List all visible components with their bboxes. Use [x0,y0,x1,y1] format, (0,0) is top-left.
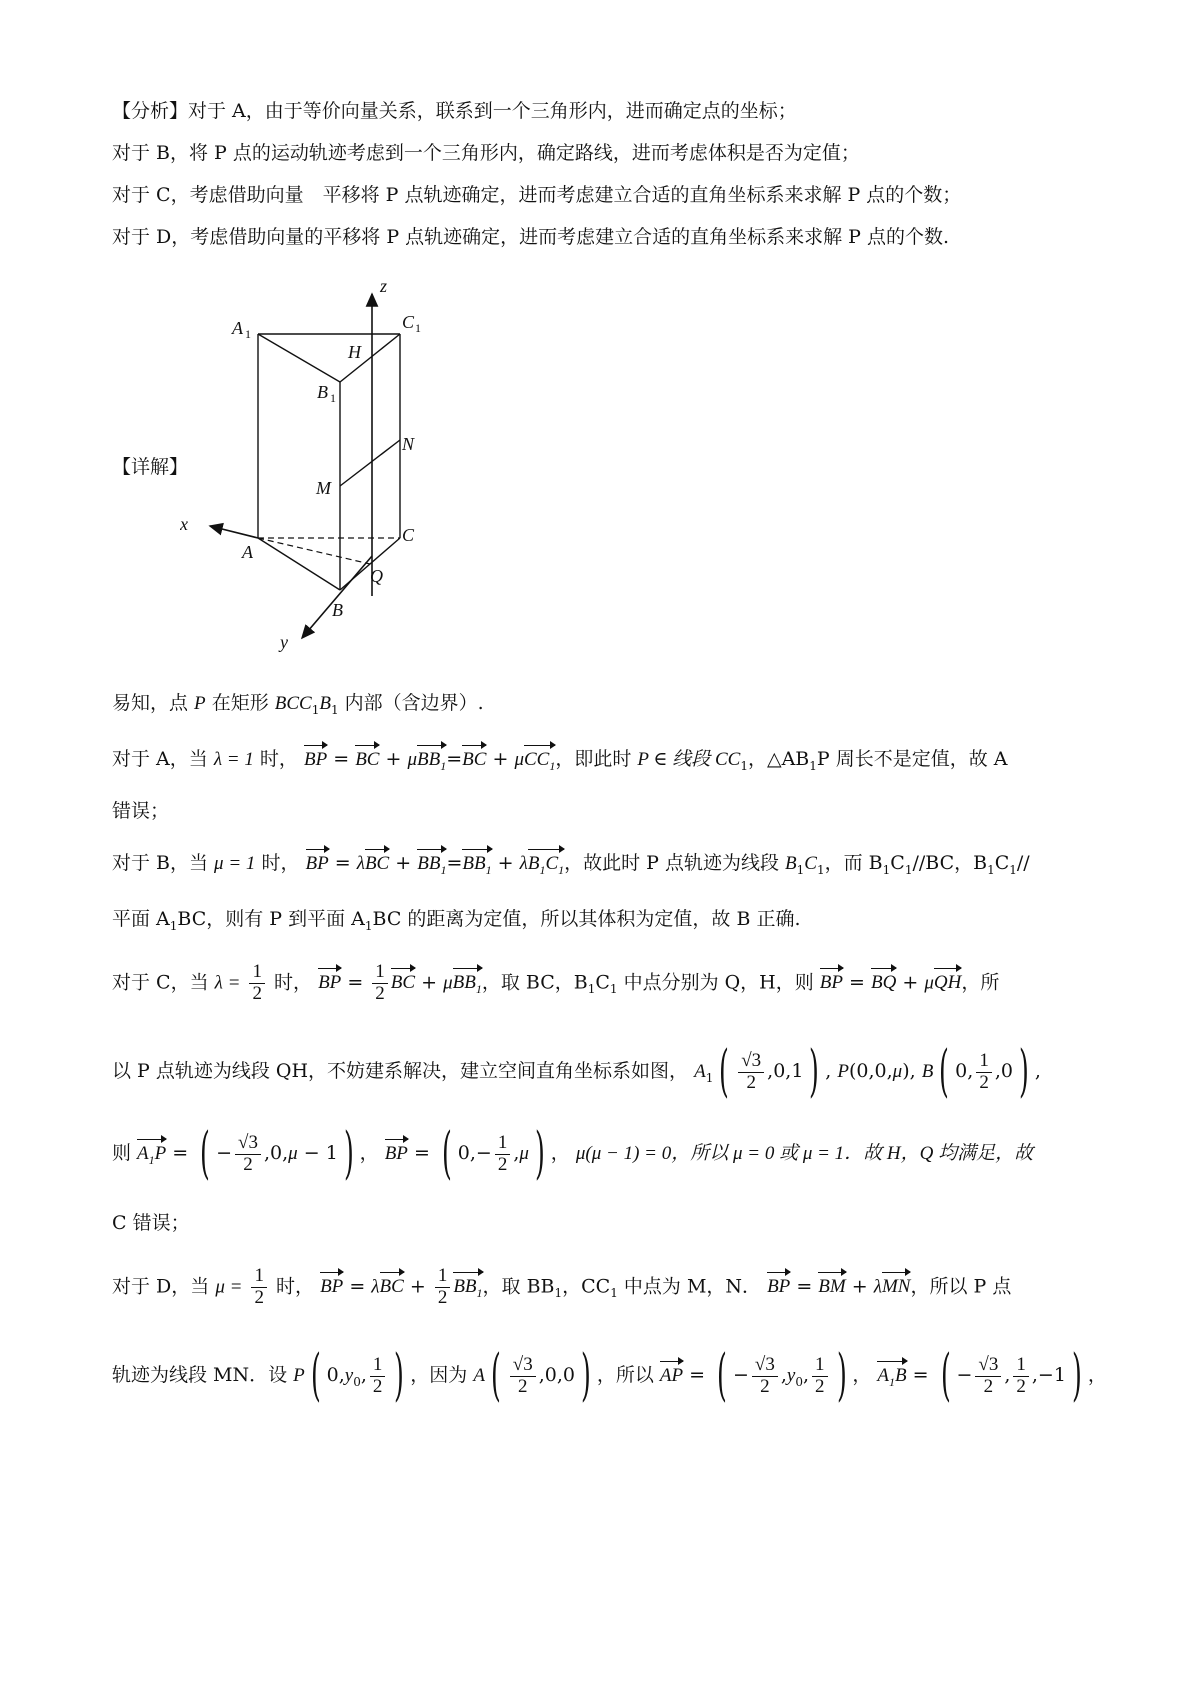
label-B: B [332,600,343,620]
analysis-line-1: 【分析】对于 A，由于等价向量关系，联系到一个三角形内，进而确定点的坐标； [112,100,797,122]
analysis-line-2: 对于 B，将 P 点的运动轨迹考虑到一个三角形内，确定路线，进而考虑体积是否为定值； [112,142,860,164]
label-C: C [402,525,415,545]
label-H: H [348,342,361,362]
body-C-line3: 则 $A_1P$ = ( − $\frac{√3}{2}$ ,0,μ − 1 ) ， BP = ( 0,− $\frac{1}{2}$ ,μ ) ， μ(μ − 1) = 0，所以 μ = 0 或 μ = 1．故 H，Q 均满足，故 [112,1121,1034,1186]
label-x: x [180,514,188,534]
prism-figure [180,276,460,656]
label-y: y [280,632,288,652]
svg-text:1: 1 [415,321,421,335]
label-M: M [316,478,331,498]
body-B: 对于 B，当 μ = 1 时， BP = $\lambda BC + BB_1=BB_1 + \lambda B_1C_1$，故此时 P 点轨迹为线段 $B_1C_1$，而 $B_1C_1//BC$，$B_1C_1//$ [112,852,1030,877]
analysis-line-4: 对于 D，考虑借助向量的平移将 P 点轨迹确定，进而考虑建立合适的直角坐标系来求解 P 点的个数. [112,226,950,248]
body-p1: 易知，点 P 在矩形 $BCC_1B_1$ 内部（含边界）. [112,692,484,717]
body-A-end: 错误； [112,800,170,822]
y-axis [302,556,372,638]
label-C1: C [402,312,415,332]
detail-label: 【详解】 [112,456,189,478]
label-Q: Q [370,566,383,586]
label-B1: B [317,382,328,402]
body-C-line2: 以 P 点轨迹为线段 QH，不妨建系解决，建立空间直角坐标系如图， $A_1$ ( $\frac{√3}{2}$ ,0,1 ) , P(0,0,μ), B ( 0, $\frac{1}{2}$ ,0 ) , [112,1039,1041,1104]
label-A1: A [232,318,243,338]
body-A: 对于 A，当 λ = 1 时， BP = BC + μBB$_1$=BC + μCC$_1$，即此时 P ∈ 线段 $CC_1$，$\triangle AB_1P$ 周长不是定值，故 A [112,748,1008,773]
body-C-end: C 错误； [112,1212,190,1234]
label-N: N [402,434,415,454]
body-C: 对于 C，当 λ = $\frac{1}{2}$ 时， BP = $\frac{1}{2}$ BC + μBB$_1$，取 BC，$B_1C_1$ 中点分别为 Q，H，则 BP = BQ + μQH，所 [112,961,1000,1004]
label-z: z [380,276,388,296]
body-B-line2: 平面 $A_1BC$，则有 P 到平面 $A_1BC$ 的距离为定值，所以其体积为定值，故 B 正确. [112,908,801,933]
svg-text:1: 1 [330,391,336,405]
x-axis [210,526,258,538]
analysis-line-3: 对于 C，考虑借助向量 平移将 P 点轨迹确定，进而考虑建立合适的直角坐标系来求解 P 点的个数； [112,184,962,206]
svg-text:1: 1 [245,327,251,341]
body-D-line2: 轨迹为线段 MN．设 P ( $0,y_0$, $\frac{1}{2}$ ) ，因为 A ( $\frac{√3}{2}$ ,0,0 ) ，所以 AP = ( − $\frac{√3}{2}$ $,y_0$, $\frac{1}{2}$ ) ， $A_1B$ = ( − $\frac{√3}{2}$ , $\frac{1}{2}$ ,−1 ) ， [112,1343,1107,1408]
body-D: 对于 D，当 μ = $\frac{1}{2}$ 时， BP = λBC + $\frac{1}{2}$ $BB_1$，取 $BB_1$，$CC_1$ 中点为 M，N． BP = BM + λMN，所以 P 点 [112,1265,1012,1308]
label-A: A [242,542,253,562]
